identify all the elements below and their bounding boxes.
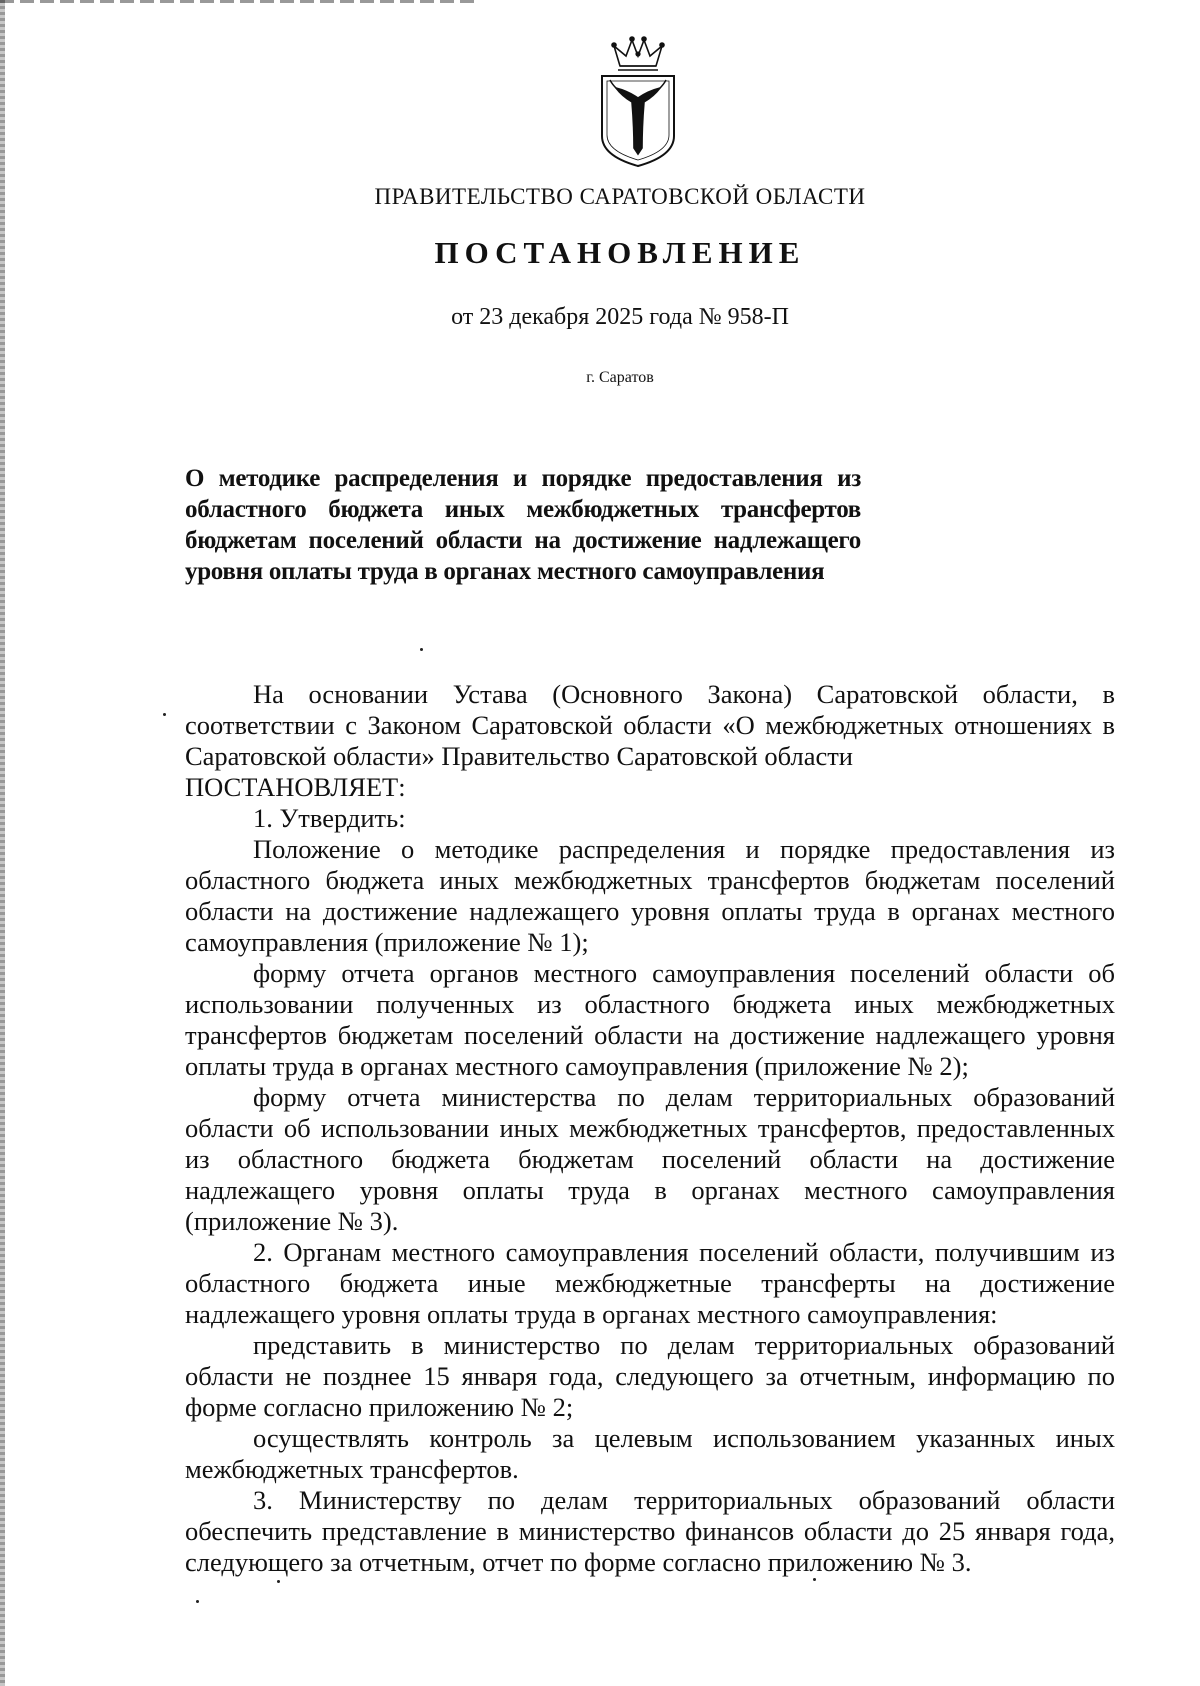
item-2-submit-info: представить в министерство по делам территориальных образований области не позднее 15 января года, следующего за отчетным, информацию по форме согласно приложению № 2; [185,1330,1115,1422]
document-type-heading: ПОСТАНОВЛЕНИЕ [434,235,806,270]
scan-speck [163,713,166,716]
item-1-heading: 1. Утвердить: [253,803,406,833]
scan-speck [277,1580,280,1583]
scan-speck [420,648,423,651]
resolves-word: ПОСТАНОВЛЯЕТ: [185,772,406,802]
item-1-regulation: Положение о методике распределения и порядке предоставления из областного бюджета иных межбюджетных трансфертов бюджетам поселений области на достижение надлежащего уровня оплаты труда в органах местного самоуправления (приложение № 1); [185,834,1115,957]
item-1-report-form-municipal: форму отчета органов местного самоуправления поселений области об использовании полученных из областного бюджета иных межбюджетных трансфертов бюджетам поселений области на достижение надлежащего уровня оплаты труда в органах местного самоуправления (приложение № 2); [185,958,1115,1081]
preamble-paragraph: На основании Устава (Основного Закона) Саратовской области, в соответствии с Законом Саратовской области «О межбюджетных отношениях в Саратовской области» Правительство Саратовской области [185,679,1115,771]
document-subject-title: О методике распределения и порядке предоставления из областного бюджета иных межбюджетных трансфертов бюджетам поселений области на достижение надлежащего уровня оплаты труда в органах местного самоуправления [185,465,861,585]
item-2-paragraph: 2. Органам местного самоуправления поселений области, получившим из областного бюджета иные межбюджетные трансферты на достижение надлежащего уровня оплаты труда в органах местного самоуправления: [185,1237,1115,1329]
document-date-number: от 23 декабря 2025 года № 958-П [451,304,789,330]
scan-speck [196,1600,199,1603]
document-body [185,679,1115,1578]
item-3-paragraph: 3. Министерству по делам территориальных образований области обеспечить представление в министерство финансов области до 25 января года, следующего за отчетным, отчет по форме согласно приложению № 3. [185,1485,1115,1577]
item-1-report-form-ministry: форму отчета министерства по делам территориальных образований области об использовании иных межбюджетных трансфертов, предоставленных из областного бюджета бюджетам поселений области на достижение надлежащего уровня оплаты труда в органах местного самоуправления (приложение № 3). [185,1082,1115,1236]
government-name: ПРАВИТЕЛЬСТВО САРАТОВСКОЙ ОБЛАСТИ [374,184,866,209]
scan-edge-top [0,0,480,3]
document-city: г. Саратов [586,369,654,386]
saratov-coat-of-arms-icon [598,36,678,168]
item-2-control: осуществлять контроль за целевым использованием указанных иных межбюджетных трансфертов. [185,1423,1115,1484]
scan-speck [813,1578,816,1581]
